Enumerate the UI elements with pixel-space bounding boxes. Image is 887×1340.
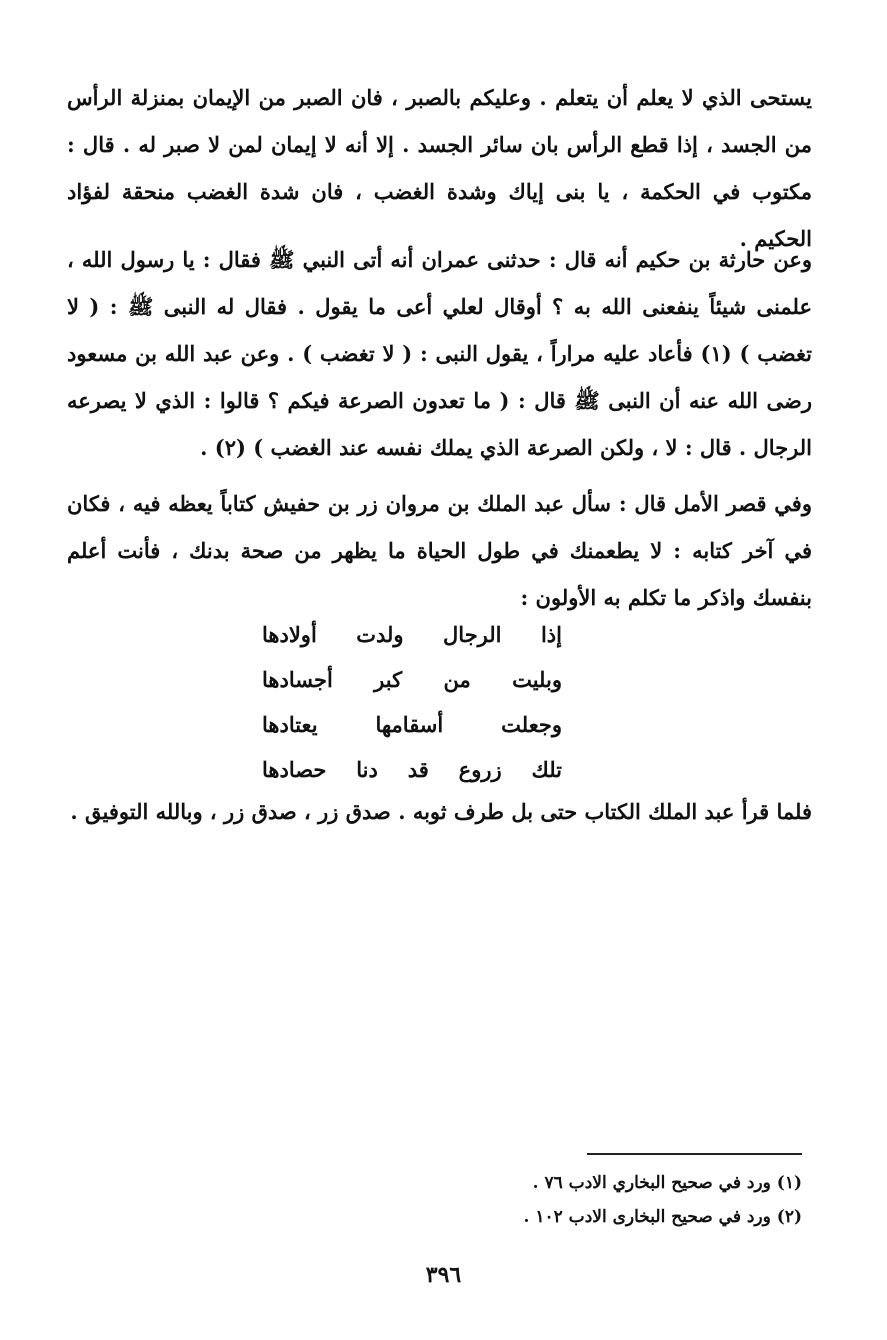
footnote-divider (587, 1153, 802, 1155)
body-paragraph-2: وعن حارثة بن حكيم أنه قال : حدثنى عمران أنه أتى النبي ﷺ فقال : يا رسول الله ، علمنى شيئاً ينفعنى الله به ؟ أوقال لعلي أعى ما يقول . فقال له النبى ﷺ : ( لا تغضب ) (١) فأعاد عليه مراراً ، يقول النبى : ( لا تغضب ) . وعن عبد الله بن مسعود رضى الله عنه أن النبى ﷺ قال : ( ما تعدون الصرعة فيكم ؟ قالوا : الذي لا يصرعه الرجال . قال : لا ، ولكن الصرعة الذي يملك نفسه عند الغضب ) (٢) . (67, 247, 812, 460)
poem-verse: وجعلت أسقامها يعتادها (262, 712, 562, 737)
footnote-2: (٢) ورد في صحيح البخارى الادب ١٠٢ . (523, 1207, 802, 1227)
closing-line: فلما قرأ عبد الملك الكتاب حتى بل طرف ثوبه . صدق زر ، صدق زر ، وبالله التوفيق . (70, 799, 812, 824)
poem-verse: إذا الرجال ولدت أولادها (262, 622, 562, 647)
footnote-1: (١) ورد في صحيح البخاري الادب ٧٦ . (532, 1173, 802, 1193)
poem-verses (262, 612, 562, 792)
footnotes (302, 1166, 802, 1234)
body-paragraph-3: وفي قصر الأمل قال : سأل عبد الملك بن مروان زر بن حفيش كتاباً يعظه فيه ، فكان في آخر كتابه : لا يطعمنك في طول الحياة ما يظهر من صحة بدنك ، فأنت أعلم بنفسك واذكر ما تكلم به الأولون : (67, 491, 812, 610)
poem-verse: وبليت من كبر أجسادها (262, 667, 562, 692)
page-number: ٣٩٦ (425, 1262, 462, 1288)
body-paragraph-1: يستحى الذي لا يعلم أن يتعلم . وعليكم بالصبر ، فان الصبر من الإيمان بمنزلة الرأس من الجسد ، إذا قطع الرأس بان سائر الجسد . إلا أنه لا إيمان لمن لا صبر له . قال : مكتوب في الحكمة ، يا بنى إياك وشدة الغضب ، فان شدة الغضب منحقة لفؤاد الحكيم . (67, 85, 812, 251)
poem-verse: تلك زروع قد دنا حصادها (262, 757, 562, 782)
